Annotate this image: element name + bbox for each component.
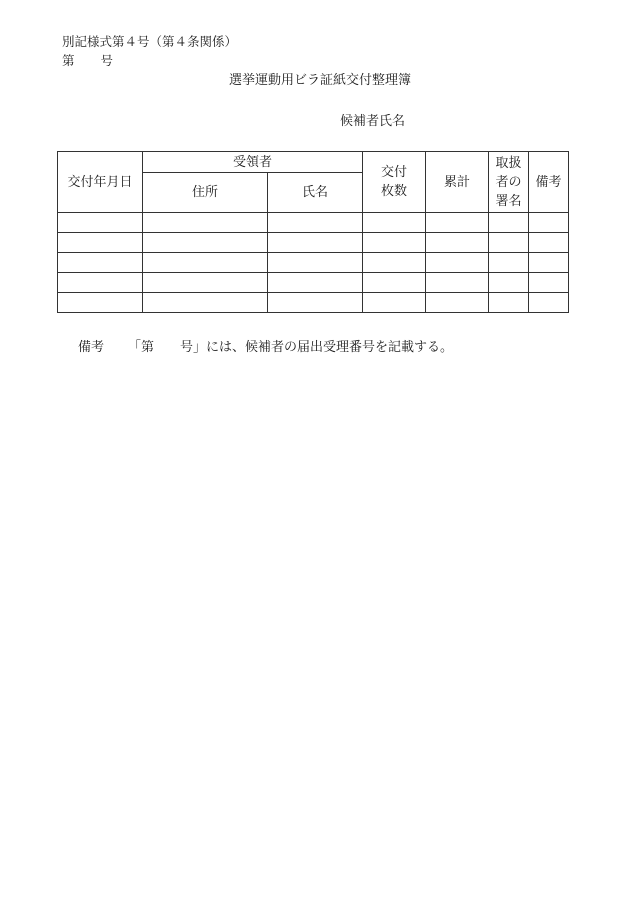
header-row-1 <box>58 152 569 173</box>
table-cell <box>363 213 426 233</box>
header-recipient: 受領者 <box>143 152 363 173</box>
table-cell <box>529 273 569 293</box>
note-label: 備考 <box>78 340 105 355</box>
table-row <box>58 213 569 233</box>
note-text: 号」には、候補者の届出受理番号を記載する。 <box>180 340 454 355</box>
table-cell <box>143 253 268 273</box>
number-prefix: 第 <box>62 53 75 68</box>
table-cell <box>58 293 143 313</box>
header-issued-count <box>363 152 426 213</box>
table-cell <box>489 273 529 293</box>
table-row <box>58 253 569 273</box>
table-cell <box>426 273 489 293</box>
table-row <box>58 273 569 293</box>
header-handler-line2: 者の <box>495 174 522 190</box>
header-issued-count-line1: 交付 <box>381 165 408 180</box>
table-cell <box>529 213 569 233</box>
document-title: 選挙運動用ビラ証紙交付整理簿 <box>229 73 412 88</box>
header-handler-line1: 取扱 <box>495 155 522 171</box>
table-cell <box>529 253 569 273</box>
table-cell <box>143 213 268 233</box>
header-cumulative: 累計 <box>426 152 489 213</box>
table-row <box>58 293 569 313</box>
table-cell <box>426 233 489 253</box>
table-cell <box>268 233 363 253</box>
header-issued-count-line2: 枚数 <box>381 184 408 199</box>
table-cell <box>489 293 529 313</box>
table-cell <box>268 213 363 233</box>
table-cell <box>143 293 268 313</box>
table-cell <box>529 293 569 313</box>
table-cell <box>363 293 426 313</box>
header-address: 住所 <box>143 173 268 213</box>
table-cell <box>363 253 426 273</box>
table-cell <box>489 253 529 273</box>
table-cell <box>426 253 489 273</box>
table-cell <box>143 233 268 253</box>
header-date: 交付年月日 <box>58 152 143 213</box>
form-reference: 別記様式第４号（第４条関係） <box>62 34 238 49</box>
table-cell <box>363 273 426 293</box>
table-cell <box>489 213 529 233</box>
table-body <box>58 213 569 313</box>
table-cell <box>58 253 143 273</box>
note-line <box>78 340 453 356</box>
table-cell <box>58 233 143 253</box>
table-cell <box>268 293 363 313</box>
ledger-table <box>57 151 569 313</box>
table-cell <box>58 213 143 233</box>
table-cell <box>426 293 489 313</box>
table-row <box>58 233 569 253</box>
header-remarks: 備考 <box>529 152 569 213</box>
table-cell <box>529 233 569 253</box>
table-cell <box>58 273 143 293</box>
table-cell <box>363 233 426 253</box>
table-cell <box>143 273 268 293</box>
table-cell <box>426 213 489 233</box>
note-open-quote: 「第 <box>128 340 155 355</box>
header-handler-line3: 署名 <box>495 193 522 209</box>
header-name: 氏名 <box>268 173 363 213</box>
table-cell <box>268 273 363 293</box>
table-cell <box>489 233 529 253</box>
table-cell <box>268 253 363 273</box>
header-handler-signature <box>489 152 529 213</box>
number-suffix: 号 <box>100 53 114 68</box>
candidate-name-label: 候補者氏名 <box>340 114 406 129</box>
form-number-line <box>62 53 113 69</box>
